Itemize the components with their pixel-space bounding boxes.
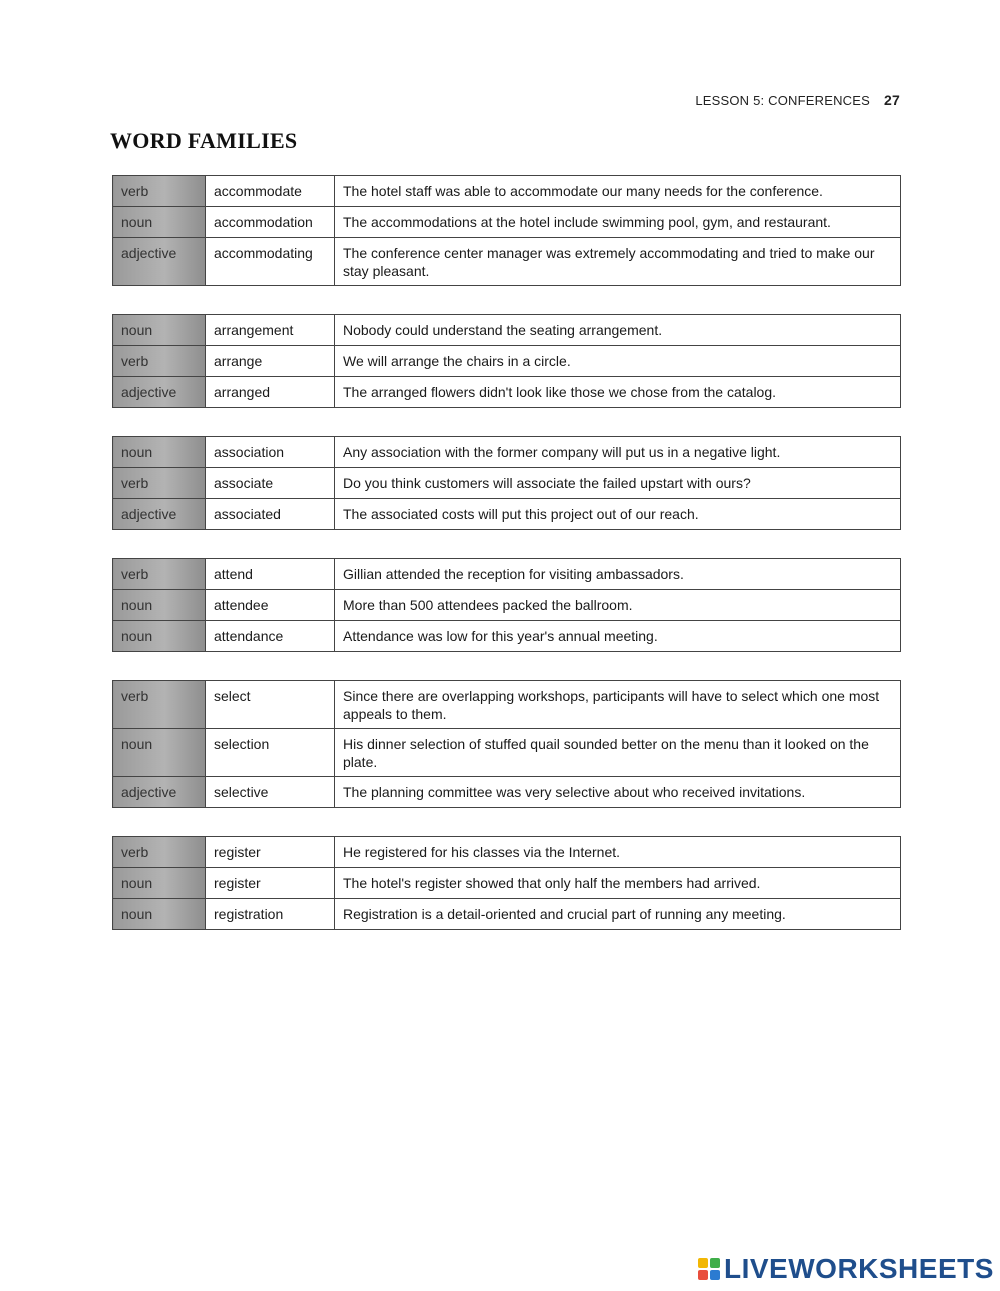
example-sentence-cell: Gillian attended the reception for visiting ambassadors. [335,559,901,590]
word-cell: registration [206,899,335,930]
word-cell: attendance [206,621,335,652]
word-cell: associated [206,499,335,530]
word-cell: selective [206,777,335,808]
part-of-speech-cell: noun [113,590,206,621]
table-row [113,590,901,621]
part-of-speech-cell: verb [113,176,206,207]
word-cell: association [206,437,335,468]
word-cell: associate [206,468,335,499]
word-cell: accommodating [206,238,335,286]
example-sentence-cell: His dinner selection of stuffed quail sounded better on the menu than it looked on the plate. [335,729,901,777]
part-of-speech-cell: adjective [113,238,206,286]
example-sentence-cell: More than 500 attendees packed the ballroom. [335,590,901,621]
word-family-table [112,175,901,286]
word-cell: attend [206,559,335,590]
table-row [113,559,901,590]
running-head-title: LESSON 5: CONFERENCES [695,93,871,108]
word-cell: accommodate [206,176,335,207]
table-row [113,868,901,899]
part-of-speech-cell: noun [113,437,206,468]
example-sentence-cell: The hotel's register showed that only half the members had arrived. [335,868,901,899]
word-family-table [112,836,901,930]
word-family-table [112,314,901,408]
table-row [113,899,901,930]
example-sentence-cell: Any association with the former company will put us in a negative light. [335,437,901,468]
table-row [113,468,901,499]
part-of-speech-cell: noun [113,315,206,346]
part-of-speech-cell: verb [113,346,206,377]
part-of-speech-cell: verb [113,837,206,868]
table-row [113,176,901,207]
table-row [113,377,901,408]
part-of-speech-cell: verb [113,559,206,590]
example-sentence-cell: The arranged flowers didn't look like those we chose from the catalog. [335,377,901,408]
word-family-table [112,558,901,652]
table-row [113,837,901,868]
page-number: 27 [884,92,900,108]
table-row [113,207,901,238]
liveworksheets-watermark [698,1254,994,1284]
liveworksheets-logo-icon [698,1258,720,1280]
example-sentence-cell: We will arrange the chairs in a circle. [335,346,901,377]
part-of-speech-cell: verb [113,468,206,499]
word-cell: arranged [206,377,335,408]
example-sentence-cell: The conference center manager was extremely accommodating and tried to make our stay pleasant. [335,238,901,286]
part-of-speech-cell: noun [113,868,206,899]
word-cell: register [206,868,335,899]
part-of-speech-cell: verb [113,681,206,729]
part-of-speech-cell: adjective [113,377,206,408]
table-row [113,315,901,346]
example-sentence-cell: Registration is a detail-oriented and crucial part of running any meeting. [335,899,901,930]
example-sentence-cell: The planning committee was very selective about who received invitations. [335,777,901,808]
word-cell: register [206,837,335,868]
word-cell: selection [206,729,335,777]
table-row [113,777,901,808]
part-of-speech-cell: noun [113,207,206,238]
example-sentence-cell: He registered for his classes via the Internet. [335,837,901,868]
part-of-speech-cell: adjective [113,777,206,808]
part-of-speech-cell: noun [113,729,206,777]
part-of-speech-cell: noun [113,621,206,652]
table-row [113,346,901,377]
word-family-table [112,436,901,530]
running-head [600,92,900,108]
example-sentence-cell: Since there are overlapping workshops, participants will have to select which one most appeals to them. [335,681,901,729]
table-row [113,238,901,286]
word-cell: accommodation [206,207,335,238]
table-row [113,499,901,530]
word-cell: arrange [206,346,335,377]
table-row [113,621,901,652]
part-of-speech-cell: adjective [113,499,206,530]
word-cell: arrangement [206,315,335,346]
example-sentence-cell: Nobody could understand the seating arrangement. [335,315,901,346]
example-sentence-cell: The hotel staff was able to accommodate our many needs for the conference. [335,176,901,207]
page-title: WORD FAMILIES [110,128,298,153]
example-sentence-cell: The accommodations at the hotel include swimming pool, gym, and restaurant. [335,207,901,238]
table-row [113,681,901,729]
example-sentence-cell: Do you think customers will associate the failed upstart with ours? [335,468,901,499]
example-sentence-cell: Attendance was low for this year's annual meeting. [335,621,901,652]
part-of-speech-cell: noun [113,899,206,930]
word-cell: select [206,681,335,729]
example-sentence-cell: The associated costs will put this project out of our reach. [335,499,901,530]
watermark-text: LIVEWORKSHEETS [724,1253,994,1284]
word-family-table [112,680,901,808]
word-family-tables [112,175,901,958]
table-row [113,729,901,777]
table-row [113,437,901,468]
word-cell: attendee [206,590,335,621]
